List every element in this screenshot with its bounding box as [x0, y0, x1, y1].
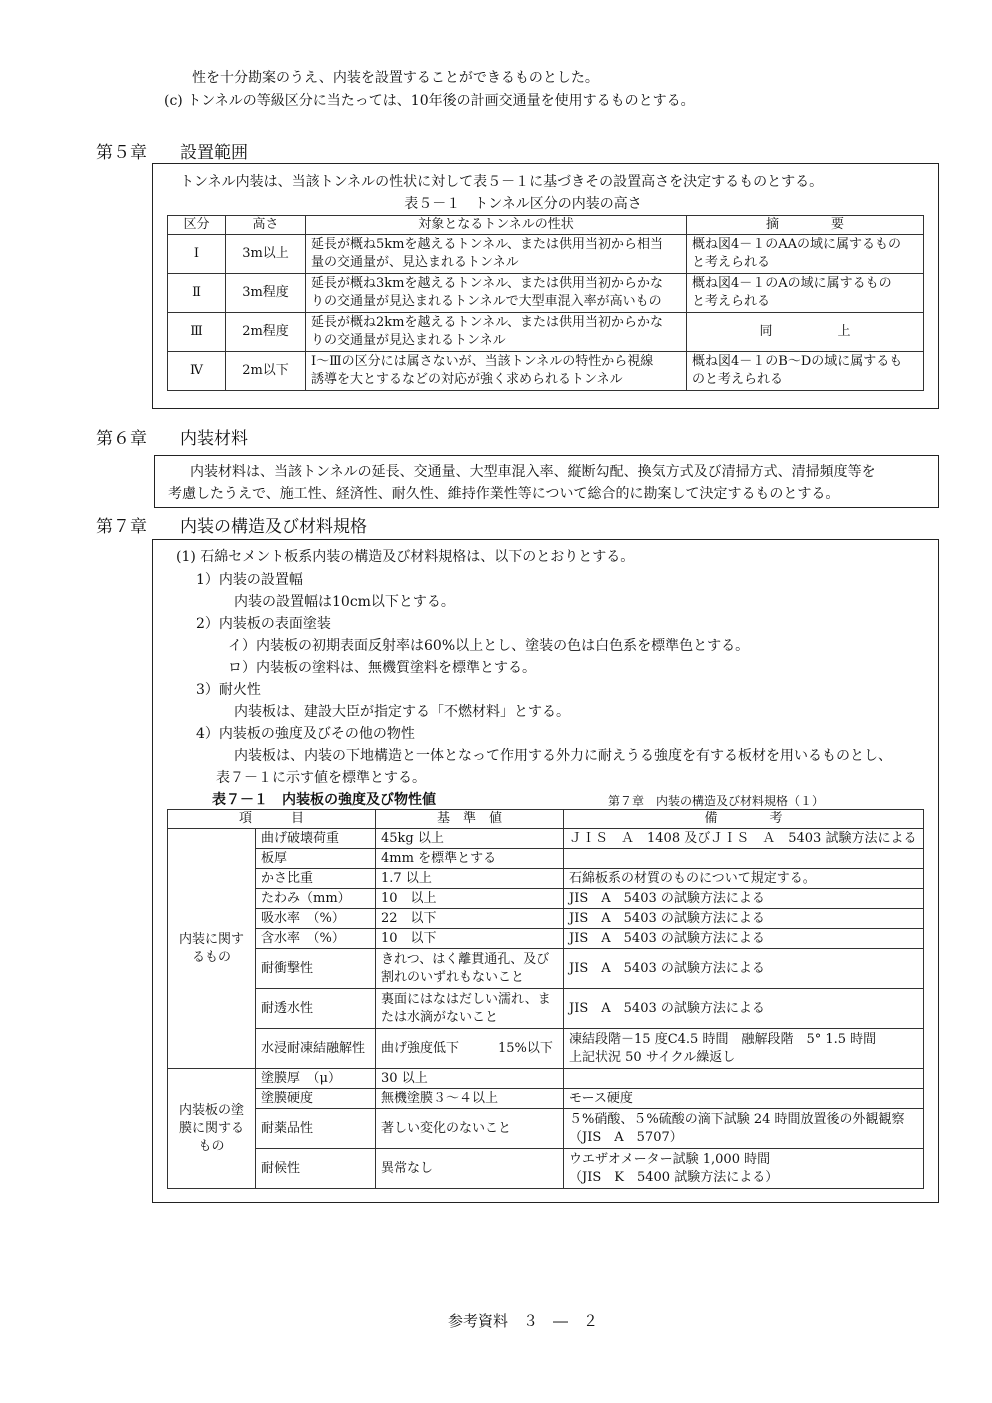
ch7-line-3: 内装の設置幅は10cm以下とする。: [234, 594, 455, 610]
ch7-line-11: 表７－１に示す値を標準とする。: [216, 770, 426, 786]
ch7-line-6: ロ）内装板の塗料は、無機質塗料を標準とする。: [228, 660, 536, 676]
item-cell: 耐薬品性: [256, 1109, 376, 1149]
table-row: [168, 1089, 924, 1109]
remark-cell: ＪＩＳ Ａ 1408 及びＪＩＳ Ａ 5403 試験方法による: [564, 829, 924, 849]
desc-cell: [306, 313, 687, 352]
standard-cell: 10 以下: [376, 929, 564, 949]
remark-line: 上記状況 50 サイクル繰返し: [569, 1049, 736, 1065]
header-standard: 基 準 値: [376, 810, 564, 829]
standard-cell: 30 以上: [376, 1069, 564, 1089]
header-height: 高さ: [226, 216, 306, 235]
ch7-line-10: 内装板は、内装の下地構造と一体となって作用する外力に耐えうる強度を有する板材を用いるものとし、: [234, 748, 892, 764]
table-header-row: [168, 810, 924, 829]
table-7-1-caption: 表７－１ 内装板の強度及び物性値: [212, 792, 436, 808]
remark-cell: JIS A 5403 の試験方法による: [564, 889, 924, 909]
remark-cell: [564, 1029, 924, 1069]
table-row: [168, 909, 924, 929]
desc-line: 量の交通量が、見込まれるトンネル: [311, 255, 519, 270]
remark-cell: JIS A 5403 の試験方法による: [564, 909, 924, 929]
note-cell: 同 上: [687, 313, 924, 352]
item-cell: 耐衝撃性: [256, 949, 376, 989]
header-desc: 対象となるトンネルの性状: [306, 216, 687, 235]
ch7-line-5: イ）内装板の初期表面反射率は60%以上とし、塗装の色は白色系を標準色とする。: [228, 638, 750, 654]
remark-cell: JIS A 5403 の試験方法による: [564, 929, 924, 949]
note-cell: [687, 274, 924, 313]
height-cell: 2m以下: [226, 352, 306, 391]
item-cell: 曲げ破壊荷重: [256, 829, 376, 849]
chapter-number: 第６章: [96, 429, 147, 449]
table-row: [168, 1149, 924, 1189]
grade-cell: Ⅳ: [168, 352, 226, 391]
desc-line: 延長が概ね5kmを越えるトンネル、または供用当初から相当: [311, 237, 664, 252]
note-line: 概ね図4－１のAの域に属するもの: [692, 276, 892, 291]
standard-line: 裏面にはなはだしい濡れ、ま: [381, 991, 551, 1007]
standard-line: きれつ、はく離貫通孔、及び: [381, 951, 550, 967]
desc-cell: [306, 352, 687, 391]
header-grade: 区分: [168, 216, 226, 235]
remark-line: （JIS K 5400 試験方法による）: [569, 1169, 779, 1185]
standard-cell: 異常なし: [376, 1149, 564, 1189]
intro-line-2: (c) トンネルの等級区分に当たっては、10年後の計画交通量を使用するものとする。: [164, 93, 695, 109]
grade-cell: Ⅲ: [168, 313, 226, 352]
ch7-line-9: 4）内装板の強度及びその他の物性: [196, 726, 415, 742]
note-cell: [687, 352, 924, 391]
remark-cell: [564, 1109, 924, 1149]
remark-cell: モース硬度: [564, 1089, 924, 1109]
note-line: 概ね図4－１のAAの域に属するもの: [692, 237, 902, 252]
item-cell: 板厚: [256, 849, 376, 869]
table-row: [168, 889, 924, 909]
remark-cell: [564, 849, 924, 869]
ch7-line-2: 1）内装の設置幅: [196, 572, 303, 588]
remark-line: （JIS A 5707）: [569, 1129, 683, 1145]
remark-cell: 石綿板系の材質のものについて規定する。: [564, 869, 924, 889]
table-row: [168, 869, 924, 889]
remark-line: 凍結段階－15 度C4.5 時間 融解段階 5° 1.5 時間: [569, 1031, 877, 1047]
item-cell: 耐透水性: [256, 989, 376, 1029]
table-row: [168, 849, 924, 869]
remark-cell: JIS A 5403 の試験方法による: [564, 989, 924, 1029]
page-footer: 参考資料 ３ ― ２: [447, 1312, 598, 1330]
item-cell: 水浸耐凍結融解性: [256, 1029, 376, 1069]
item-cell: たわみ（mm）: [256, 889, 376, 909]
standard-cell: 4mm を標準とする: [376, 849, 564, 869]
standard-cell: 曲げ強度低下 15%以下: [376, 1029, 564, 1069]
note-line: のと考えられる: [692, 372, 784, 387]
height-cell: 2m程度: [226, 313, 306, 352]
table-7-1-reference: 第７章 内装の構造及び材料規格（１）: [608, 794, 825, 808]
item-cell: 吸水率 （%）: [256, 909, 376, 929]
table-row: [168, 829, 924, 849]
desc-line: 誘導を大とするなどの対応が強く求められるトンネル: [311, 372, 623, 387]
remark-line: ウエザオメーター試験 1,000 時間: [569, 1151, 771, 1167]
desc-line: Ⅰ～Ⅲの区分には属さないが、当該トンネルの特性から視線: [311, 354, 654, 369]
header-remark: 備 考: [564, 810, 924, 829]
chapter-6-heading: [96, 428, 248, 450]
item-cell: かさ比重: [256, 869, 376, 889]
desc-line: りの交通量が見込まれるトンネルで大型車混入率が高いもの: [311, 294, 662, 309]
table-5-1-caption: 表５－１ トンネル区分の内装の高さ: [404, 196, 642, 212]
ch7-line-1: (1) 石綿セメント板系内装の構造及び材料規格は、以下のとおりとする。: [176, 549, 635, 565]
note-line: 概ね図4－１のB～Dの域に属するも: [692, 354, 903, 369]
header-note: 摘 要: [687, 216, 924, 235]
standard-cell: 無機塗膜３～４以上: [376, 1089, 564, 1109]
desc-line: 延長が概ね2kmを越えるトンネル、または供用当初からかな: [311, 315, 664, 330]
grade-cell: Ⅰ: [168, 235, 226, 274]
remark-line: ５%硝酸、５%硫酸の滴下試験 24 時間放置後の外観観察: [569, 1111, 905, 1127]
standard-cell: [376, 989, 564, 1029]
chapter-7-heading: [96, 516, 367, 538]
note-line: と考えられる: [692, 255, 771, 270]
table-row: [168, 1069, 924, 1089]
standard-cell: 22 以下: [376, 909, 564, 929]
standard-cell: 10 以上: [376, 889, 564, 909]
table-row: [168, 1109, 924, 1149]
desc-line: りの交通量が見込まれるトンネル: [311, 333, 506, 348]
standard-cell: 1.7 以上: [376, 869, 564, 889]
height-cell: 3m以上: [226, 235, 306, 274]
item-cell: 耐候性: [256, 1149, 376, 1189]
chapter-6-line-2: 考慮したうえで、施工性、経済性、耐久性、維持作業性等について総合的に勘案して決定するものとする。: [168, 486, 840, 502]
ch7-line-7: 3）耐火性: [196, 682, 261, 698]
table-row: [168, 352, 924, 391]
standard-line: たは水滴がないこと: [381, 1009, 499, 1025]
table-row: [168, 274, 924, 313]
height-cell: 3m程度: [226, 274, 306, 313]
table-row: [168, 313, 924, 352]
table-row: [168, 989, 924, 1029]
chapter-5-heading: [96, 142, 248, 164]
standard-cell: 著しい変化のないこと: [376, 1109, 564, 1149]
table-row: [168, 235, 924, 274]
header-item: 項 目: [168, 810, 376, 829]
chapter-6-line-1: 内装材料は、当該トンネルの延長、交通量、大型車混入率、縦断勾配、換気方式及び清掃方式、清掃頻度等を: [190, 464, 876, 480]
table-5-1: [167, 215, 924, 391]
item-cell: 塗膜硬度: [256, 1089, 376, 1109]
item-cell: 含水率 （%）: [256, 929, 376, 949]
remark-cell: JIS A 5403 の試験方法による: [564, 949, 924, 989]
item-cell: 塗膜厚 （μ）: [256, 1069, 376, 1089]
table-header-row: [168, 216, 924, 235]
intro-line-1: 性を十分勘案のうえ、内装を設置することができるものとした。: [192, 70, 599, 86]
ch7-line-4: 2）内装板の表面塗装: [196, 616, 331, 632]
group-coating: 内装板の塗膜に関するもの: [168, 1069, 256, 1189]
chapter-title: 設置範囲: [180, 143, 248, 163]
chapter-title: 内装の構造及び材料規格: [180, 517, 367, 537]
grade-cell: Ⅱ: [168, 274, 226, 313]
note-cell: [687, 235, 924, 274]
table-row: [168, 949, 924, 989]
note-line: と考えられる: [692, 294, 771, 309]
desc-cell: [306, 274, 687, 313]
remark-cell: [564, 1069, 924, 1089]
table-7-1: [167, 809, 924, 1189]
standard-cell: [376, 949, 564, 989]
table-row: [168, 929, 924, 949]
chapter-title: 内装材料: [180, 429, 248, 449]
ch7-line-8: 内装板は、建設大臣が指定する「不燃材料」とする。: [234, 704, 570, 720]
desc-cell: [306, 235, 687, 274]
remark-cell: [564, 1149, 924, 1189]
chapter-number: 第５章: [96, 143, 147, 163]
chapter-number: 第７章: [96, 517, 147, 537]
chapter-5-text: トンネル内装は、当該トンネルの性状に対して表５－１に基づきその設置高さを決定するものとする。: [180, 174, 824, 190]
standard-cell: 45kg 以上: [376, 829, 564, 849]
table-row: [168, 1029, 924, 1069]
desc-line: 延長が概ね3kmを越えるトンネル、または供用当初からかな: [311, 276, 664, 291]
group-interior: 内装に関するもの: [168, 829, 256, 1069]
standard-line: 割れのいずれもないこと: [381, 969, 525, 985]
